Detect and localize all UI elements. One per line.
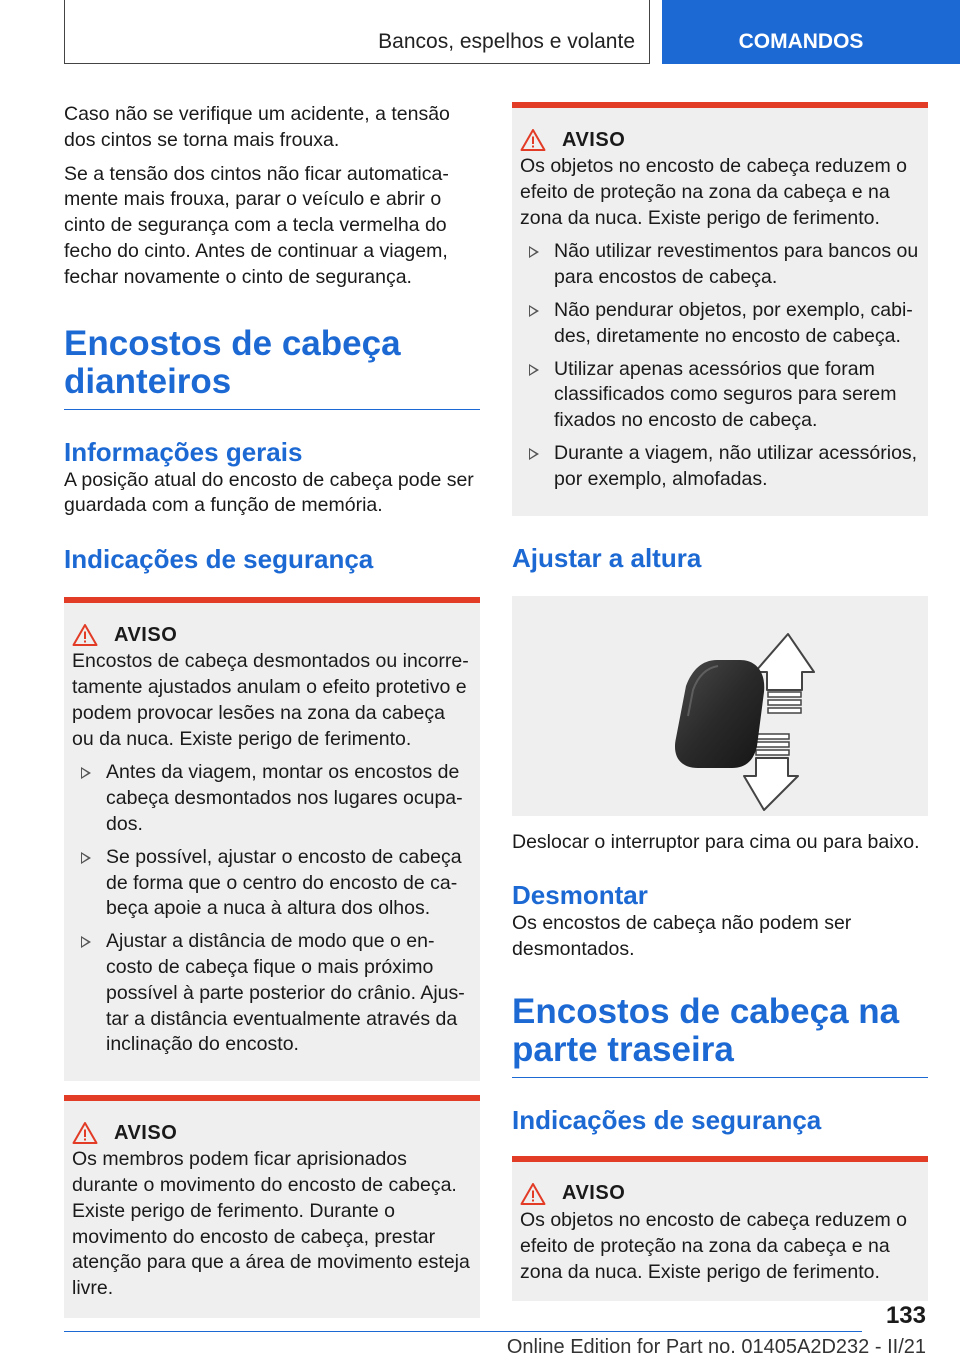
paragraph-not-removable: Os encostos de cabeça não podem ser desmontados. [512, 912, 852, 961]
heading-front-headrests: Encostos de cabeça dianteiros [64, 325, 480, 410]
warning-box-4 [512, 1156, 928, 1301]
warning-title: AVISO [562, 128, 626, 151]
footer-edition: Online Edition for Part no. 01405A2D232 - II/21 [506, 1336, 926, 1358]
bullet-arrow-icon [529, 305, 539, 317]
warning-text: Encostos de cabeça desmontados ou incorretamente ajustados anulam o efeito protetivo e podem provocar lesões na zona da cabeça ou da nuca. Existe perigo de ferimento. [72, 650, 469, 750]
footer-divider [64, 1331, 862, 1332]
left-column [64, 102, 480, 1318]
warning-box-3 [512, 102, 928, 516]
right-column [512, 102, 928, 1301]
heading-general-info: Informações gerais [64, 436, 303, 467]
headrest-switch-illustration [512, 596, 928, 816]
height-switch-icon [512, 596, 928, 816]
heading-safety-notes: Indicações de segurança [64, 544, 374, 575]
header-chapter-label: COMANDOS [738, 30, 864, 53]
bullet-arrow-icon [529, 448, 539, 460]
warning-triangle-icon [72, 623, 98, 647]
header-section-title: Bancos, espelhos e volante [378, 30, 635, 53]
warning-text: Os objetos no encosto de cabeça reduzem o efeito de proteção na zona da cabeça e na zona da nuca. Existe perigo de ferimento. [520, 1208, 907, 1283]
heading-remove: Desmontar [512, 880, 648, 911]
warning-list [72, 760, 472, 1058]
warning-box-1 [64, 597, 480, 1081]
warning-title: AVISO [114, 623, 178, 646]
warning-title: AVISO [114, 1121, 178, 1144]
warning-text: Os membros podem ficar aprisionados durante o movimento do encosto de cabeça. Existe perigo de ferimento. Durante o movimento do encosto de cabeça, prestar atenção para que a área de movimento esteja livre. [72, 1148, 470, 1300]
header-chapter-tab [662, 0, 960, 64]
heading-adjust-height: Ajustar a altura [512, 542, 702, 573]
paragraph-memory-function: A posição atual do encosto de cabeça pode ser guardada com a função de memória. [64, 468, 474, 517]
list-item: Antes da viagem, montar os encostos de cabeça desmontados nos lugares ocupados. [72, 760, 472, 837]
bullet-arrow-icon [529, 364, 539, 376]
list-item: Utilizar apenas acessórios que foram classificados como seguros para serem fixados no encosto de cabeça. [520, 357, 920, 434]
warning-list [520, 239, 920, 492]
page-number: 133 [885, 1302, 926, 1329]
heading-rear-headrests: Encostos de cabeça na parte traseira [512, 993, 928, 1078]
warning-text: Os objetos no encosto de cabeça reduzem o efeito de proteção na zona da cabeça e na zona da nuca. Existe perigo de ferimento. [520, 155, 907, 229]
bullet-arrow-icon [81, 852, 91, 864]
bullet-arrow-icon [81, 936, 91, 948]
header-section-box [64, 0, 650, 64]
paragraph-belt-tension: Caso não se verifique um acidente, a tensão dos cintos se torna mais frouxa. [64, 103, 450, 151]
heading-rear-safety-notes: Indicações de segurança [512, 1104, 822, 1135]
list-item: Se possível, ajustar o encosto de cabeça de forma que o centro do encosto de cabeça apoie a nuca à altura dos olhos. [72, 845, 472, 922]
warning-title: AVISO [562, 1182, 626, 1205]
figure-caption: Deslocar o interruptor para cima ou para baixo. [512, 830, 920, 853]
list-item: Durante a viagem, não utilizar acessórios, por exemplo, almofadas. [520, 441, 920, 493]
list-item: Não pendurar objetos, por exemplo, cabides, diretamente no encosto de cabeça. [520, 298, 920, 350]
warning-triangle-icon [520, 1182, 546, 1206]
warning-triangle-icon [72, 1121, 98, 1145]
warning-triangle-icon [520, 128, 546, 152]
warning-box-2 [64, 1095, 480, 1318]
bullet-arrow-icon [529, 246, 539, 258]
bullet-arrow-icon [81, 767, 91, 779]
paragraph-belt-release: Se a tensão dos cintos não ficar automaticamente mais frouxa, parar o veículo e abrir o cinto de segurança com a tecla vermelha do fecho do cinto. Antes de continuar a viagem, fechar novamente o cinto de segurança. [64, 162, 449, 288]
list-item: Não utilizar revestimentos para bancos ou para encostos de cabeça. [520, 239, 920, 291]
list-item: Ajustar a distância de modo que o encosto de cabeça fique o mais próximo possível à parte posterior do crânio. Ajustar a distância eventualmente através da inclinação do encosto. [72, 929, 472, 1058]
